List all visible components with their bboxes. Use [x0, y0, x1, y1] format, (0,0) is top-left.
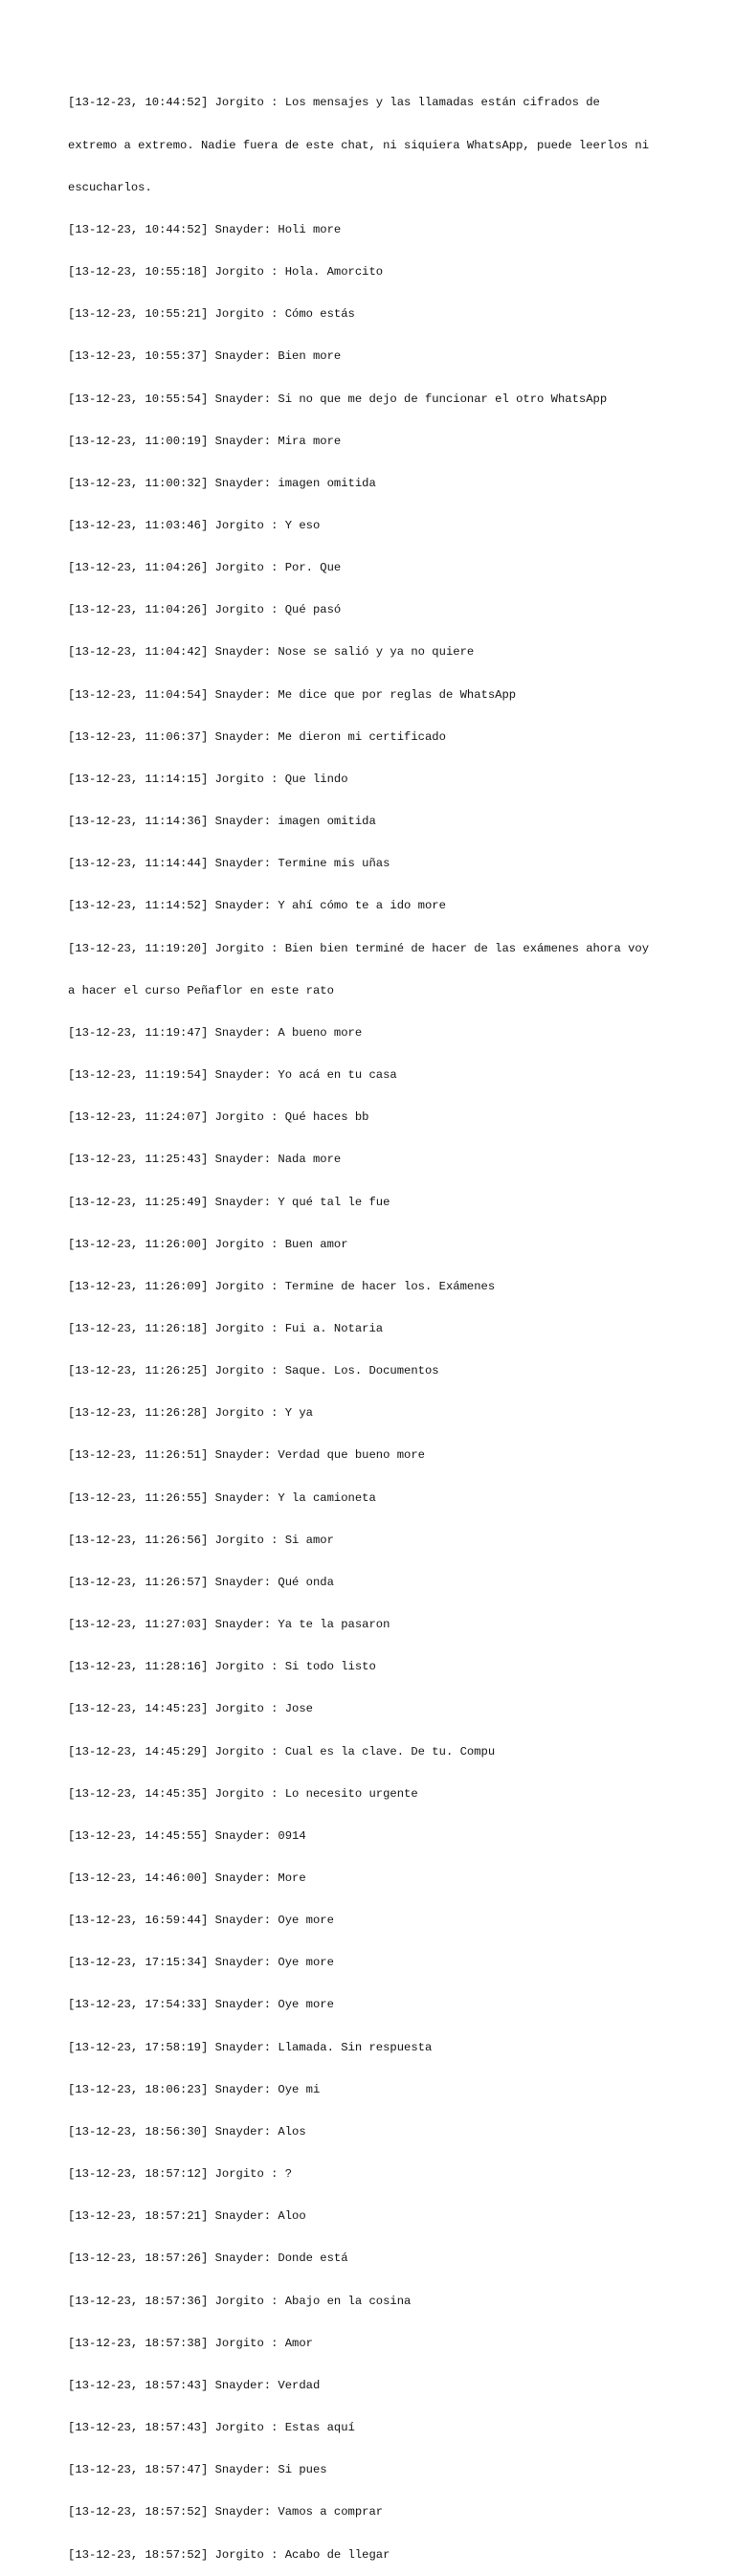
transcript-line: [13-12-23, 11:26:09] Jorgito : Termine de hacer los. Exámenes: [68, 1279, 496, 1293]
transcript-line: [13-12-23, 11:19:54] Snayder: Yo acá en tu casa: [68, 1068, 397, 1083]
transcript-line: [13-12-23, 18:57:52] Snayder: Vamos a comprar: [68, 2505, 384, 2520]
chat-transcript: [68, 68, 680, 2576]
transcript-line: [13-12-23, 11:27:03] Snayder: Ya te la pasaron: [68, 1618, 390, 1632]
transcript-line: [13-12-23, 18:57:21] Snayder: Aloo: [68, 2209, 306, 2224]
transcript-line: [13-12-23, 11:26:28] Jorgito : Y ya: [68, 1406, 313, 1421]
transcript-line: [13-12-23, 18:57:52] Jorgito : Acabo de llegar: [68, 2547, 390, 2562]
transcript-line: [13-12-23, 17:15:34] Snayder: Oye more: [68, 1956, 334, 1970]
transcript-line: [13-12-23, 11:04:54] Snayder: Me dice que por reglas de WhatsApp: [68, 687, 517, 702]
transcript-line: [13-12-23, 11:25:49] Snayder: Y qué tal le fue: [68, 1195, 390, 1209]
transcript-line: [13-12-23, 18:57:36] Jorgito : Abajo en la cosina: [68, 2294, 412, 2308]
transcript-line: [13-12-23, 11:14:15] Jorgito : Que lindo: [68, 772, 348, 786]
transcript-line: [13-12-23, 17:58:19] Snayder: Llamada. Sin respuesta: [68, 2040, 433, 2054]
transcript-line: [13-12-23, 11:04:26] Jorgito : Por. Que: [68, 561, 342, 575]
transcript-line: escucharlos.: [68, 180, 152, 194]
transcript-line: [13-12-23, 11:26:55] Snayder: Y la camioneta: [68, 1490, 376, 1505]
transcript-line: [13-12-23, 11:03:46] Jorgito : Y eso: [68, 519, 321, 532]
transcript-line: [13-12-23, 14:45:35] Jorgito : Lo necesito urgente: [68, 1786, 418, 1801]
transcript-line: [13-12-23, 11:00:32] Snayder: imagen omitida: [68, 476, 376, 490]
transcript-line: [13-12-23, 11:14:52] Snayder: Y ahí cómo te a ido more: [68, 899, 446, 913]
transcript-line: [13-12-23, 14:45:23] Jorgito : Jose: [68, 1702, 313, 1716]
transcript-line: [13-12-23, 18:57:12] Jorgito : ?: [68, 2167, 293, 2182]
transcript-line: [13-12-23, 14:45:29] Jorgito : Cual es la clave. De tu. Compu: [68, 1744, 496, 1758]
transcript-line: [13-12-23, 18:57:43] Jorgito : Estas aquí: [68, 2421, 355, 2435]
transcript-line: [13-12-23, 11:04:42] Snayder: Nose se salió y ya no quiere: [68, 645, 475, 660]
transcript-line: [13-12-23, 11:19:20] Jorgito : Bien bien terminé de hacer de las exámenes ahora voy: [68, 941, 650, 955]
transcript-line: [13-12-23, 10:55:54] Snayder: Si no que me dejo de funcionar el otro WhatsApp: [68, 392, 608, 406]
transcript-line: [13-12-23, 11:26:51] Snayder: Verdad que bueno more: [68, 1448, 425, 1463]
transcript-line: [13-12-23, 10:55:37] Snayder: Bien more: [68, 349, 342, 364]
transcript-line: [13-12-23, 10:44:52] Jorgito : Los mensajes y las llamadas están cifrados de: [68, 96, 600, 110]
transcript-line: [13-12-23, 18:56:30] Snayder: Alos: [68, 2124, 306, 2139]
transcript-line: [13-12-23, 18:57:43] Snayder: Verdad: [68, 2378, 321, 2392]
transcript-line: [13-12-23, 11:26:57] Snayder: Qué onda: [68, 1575, 334, 1589]
transcript-line: extremo a extremo. Nadie fuera de este chat, ni siquiera WhatsApp, puede leerlos ni: [68, 138, 650, 152]
transcript-line: [13-12-23, 11:26:25] Jorgito : Saque. Los. Documentos: [68, 1364, 439, 1378]
transcript-line: [13-12-23, 11:26:18] Jorgito : Fui a. Notaria: [68, 1321, 384, 1335]
transcript-line: [13-12-23, 14:45:55] Snayder: 0914: [68, 1828, 306, 1843]
transcript-line: [13-12-23, 10:44:52] Snayder: Holi more: [68, 222, 342, 236]
transcript-line: [13-12-23, 18:57:47] Snayder: Si pues: [68, 2463, 327, 2477]
transcript-line: [13-12-23, 14:46:00] Snayder: More: [68, 1871, 306, 1885]
transcript-line: [13-12-23, 11:24:07] Jorgito : Qué haces bb: [68, 1110, 369, 1125]
transcript-line: [13-12-23, 11:04:26] Jorgito : Qué pasó: [68, 603, 342, 617]
transcript-line: a hacer el curso Peñaflor en este rato: [68, 983, 334, 997]
transcript-line: [13-12-23, 16:59:44] Snayder: Oye more: [68, 1914, 334, 1928]
transcript-line: [13-12-23, 18:57:26] Snayder: Donde está: [68, 2251, 348, 2266]
transcript-line: [13-12-23, 18:57:38] Jorgito : Amor: [68, 2336, 313, 2350]
transcript-line: [13-12-23, 11:19:47] Snayder: A bueno more: [68, 1025, 363, 1040]
transcript-line: [13-12-23, 11:28:16] Jorgito : Si todo listo: [68, 1660, 376, 1674]
transcript-line: [13-12-23, 10:55:18] Jorgito : Hola. Amorcito: [68, 265, 384, 280]
transcript-line: [13-12-23, 11:14:36] Snayder: imagen omitida: [68, 815, 376, 829]
transcript-line: [13-12-23, 11:26:56] Jorgito : Si amor: [68, 1533, 334, 1547]
transcript-line: [13-12-23, 11:14:44] Snayder: Termine mis uñas: [68, 857, 390, 871]
transcript-line: [13-12-23, 10:55:21] Jorgito : Cómo estás: [68, 307, 355, 322]
transcript-line: [13-12-23, 11:00:19] Snayder: Mira more: [68, 434, 342, 448]
transcript-line: [13-12-23, 11:06:37] Snayder: Me dieron mi certificado: [68, 729, 446, 744]
transcript-line: [13-12-23, 18:06:23] Snayder: Oye mi: [68, 2082, 321, 2096]
transcript-line: [13-12-23, 17:54:33] Snayder: Oye more: [68, 1998, 334, 2012]
transcript-line: [13-12-23, 11:26:00] Jorgito : Buen amor: [68, 1237, 348, 1251]
transcript-line: [13-12-23, 11:25:43] Snayder: Nada more: [68, 1153, 342, 1167]
